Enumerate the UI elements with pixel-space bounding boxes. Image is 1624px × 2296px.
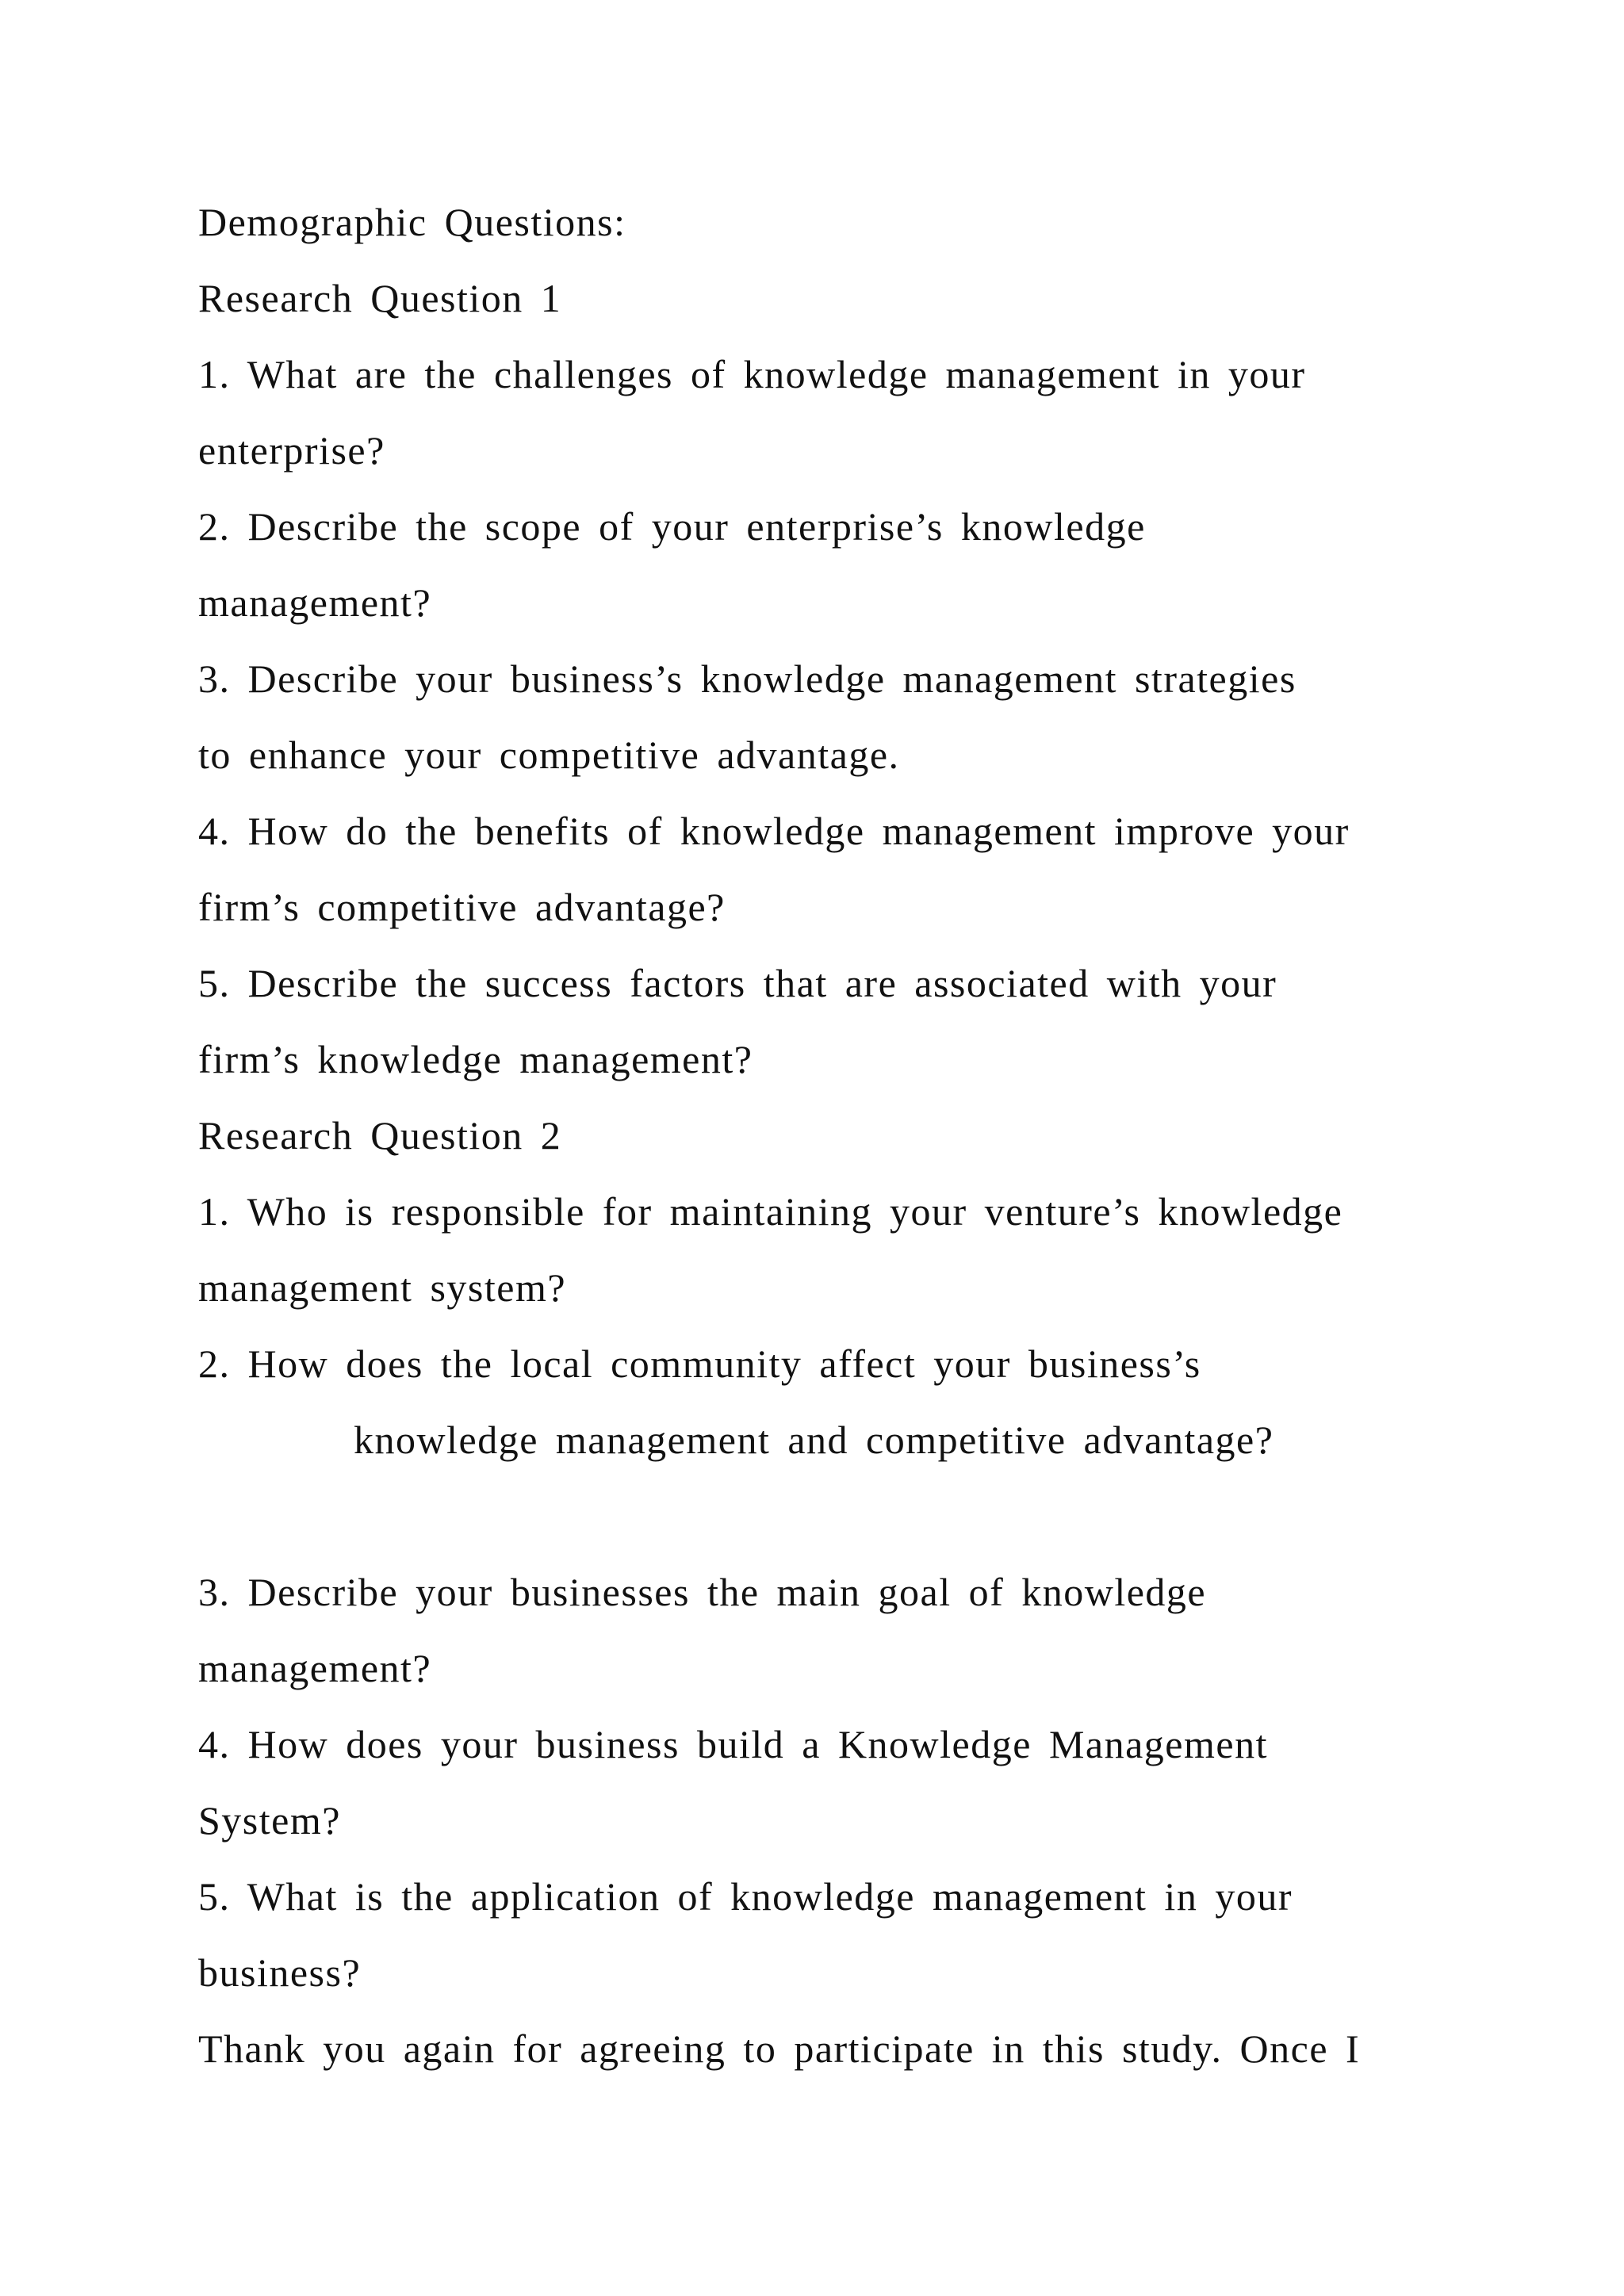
rq2-question-2-line-1: 2. How does the local community affect your business’s [198, 1341, 1201, 1386]
research-question-2-heading: Research Question 2 [198, 1113, 562, 1158]
rq1-question-2-line-1: 2. Describe the scope of your enterprise’s knowledge [198, 504, 1146, 549]
rq1-question-3-line-2: to enhance your competitive advantage. [198, 733, 900, 777]
rq2-question-4-line-2: System? [198, 1798, 341, 1843]
rq1-question-1-line-1: 1. What are the challenges of knowledge management in your [198, 352, 1306, 396]
rq2-question-5-line-1: 5. What is the application of knowledge management in your [198, 1874, 1293, 1919]
rq2-question-1-line-1: 1. Who is responsible for maintaining your venture’s knowledge [198, 1189, 1343, 1234]
closing-paragraph-line: Thank you again for agreeing to participate in this study. Once I [198, 2026, 1361, 2071]
rq2-question-2-line-2: knowledge management and competitive advantage? [354, 1418, 1274, 1462]
research-question-1-heading: Research Question 1 [198, 276, 562, 320]
rq1-question-1-line-2: enterprise? [198, 428, 385, 473]
rq1-question-2-line-2: management? [198, 580, 432, 625]
rq2-question-3-line-2: management? [198, 1646, 432, 1690]
rq2-question-1-line-2: management system? [198, 1265, 567, 1310]
rq2-question-3-line-1: 3. Describe your businesses the main goal of knowledge [198, 1570, 1207, 1614]
demographic-questions-heading: Demographic Questions: [198, 200, 626, 244]
rq2-question-5-line-2: business? [198, 1950, 362, 1995]
rq1-question-4-line-2: firm’s competitive advantage? [198, 885, 726, 929]
rq2-question-4-line-1: 4. How does your business build a Knowledge Management [198, 1722, 1268, 1766]
rq1-question-5-line-2: firm’s knowledge management? [198, 1037, 753, 1081]
rq1-question-4-line-1: 4. How do the benefits of knowledge management improve your [198, 809, 1350, 853]
rq1-question-5-line-1: 5. Describe the success factors that are associated with your [198, 961, 1277, 1005]
rq1-question-3-line-1: 3. Describe your business’s knowledge management strategies [198, 656, 1297, 701]
